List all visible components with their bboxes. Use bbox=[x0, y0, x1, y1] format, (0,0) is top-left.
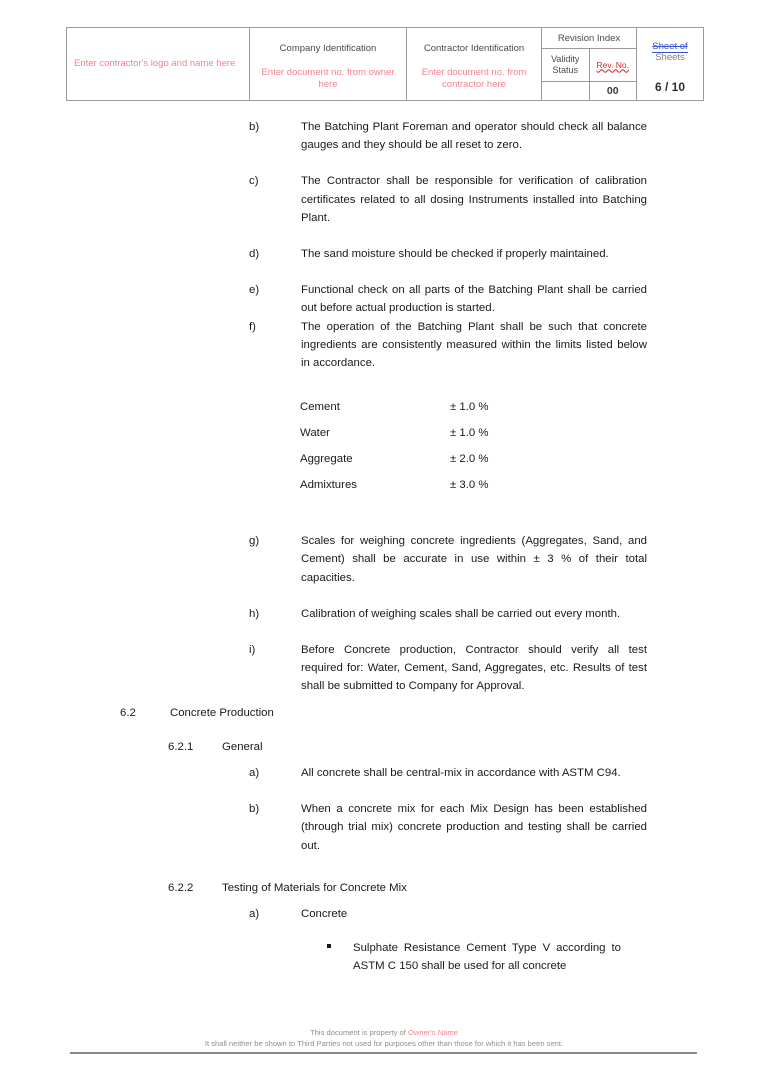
rev-no-label bbox=[589, 48, 636, 81]
validity-status-label: Validity Status bbox=[542, 48, 589, 81]
tolerance-material: Aggregate bbox=[300, 453, 353, 466]
validity-status-value[interactable] bbox=[542, 81, 589, 100]
section-heading-6-2-1 bbox=[168, 738, 768, 756]
list-text: Before Concrete production, Contractor should verify all test required for: Water, Cement, Sand, Aggregates, etc. Results of test shall be submitted to Company for Approval. bbox=[301, 644, 647, 693]
list-item bbox=[0, 281, 768, 317]
footer-line-2: It shall neither be shown to Third Parties not used for purposes other than those for which it has been sent. bbox=[204, 1039, 564, 1048]
list-text: Calibration of weighing scales shall be carried out every month. bbox=[301, 607, 621, 620]
list-text: All concrete shall be central-mix in accordance with ASTM C94. bbox=[301, 767, 621, 780]
document-body bbox=[0, 118, 768, 976]
tolerance-row bbox=[300, 446, 768, 472]
document-header-table bbox=[66, 27, 704, 101]
tolerance-list bbox=[300, 394, 768, 498]
list-marker: g) bbox=[249, 535, 260, 548]
tolerance-material: Cement bbox=[300, 401, 340, 414]
page-footer bbox=[0, 1027, 768, 1049]
revision-index-title: Revision Index bbox=[542, 29, 636, 49]
list-marker: b) bbox=[249, 803, 260, 816]
list-text: The Contractor shall be responsible for verification of calibration certificates related to all dosing Instruments installed into Batching Plant. bbox=[301, 175, 647, 224]
list-marker: a) bbox=[249, 767, 260, 780]
list-marker: f) bbox=[249, 320, 256, 333]
revision-index-table bbox=[542, 29, 636, 100]
section-heading-6-2 bbox=[120, 704, 768, 722]
list-item bbox=[0, 800, 768, 855]
company-document-no-placeholder: Enter document no. from owner here bbox=[261, 66, 395, 90]
tolerance-value: ± 2.0 % bbox=[450, 453, 489, 466]
list-item bbox=[0, 245, 768, 263]
section-number: 6.2.1 bbox=[168, 740, 194, 753]
section-title: General bbox=[222, 740, 263, 753]
tolerance-row bbox=[300, 394, 768, 420]
list-text: Functional check on all parts of the Batching Plant shall be carried out before actual production is started. bbox=[301, 284, 647, 315]
header-cell-sheets bbox=[637, 28, 704, 101]
company-identification-title: Company Identification bbox=[279, 42, 377, 54]
list-marker: e) bbox=[249, 284, 260, 297]
footer-line-1 bbox=[0, 1027, 768, 1038]
rev-no-value[interactable]: 00 bbox=[589, 81, 636, 100]
list-text: The sand moisture should be checked if properly maintained. bbox=[301, 248, 609, 261]
list-marker: a) bbox=[249, 908, 260, 921]
list-item bbox=[0, 118, 768, 154]
footer-property-prefix: This document is property of bbox=[310, 1028, 408, 1037]
list-marker: b) bbox=[249, 121, 260, 133]
list-item bbox=[0, 172, 768, 227]
header-cell-contractor-identification[interactable] bbox=[407, 28, 542, 101]
bullet-item bbox=[0, 939, 768, 975]
list-item bbox=[0, 764, 768, 782]
list-marker: c) bbox=[249, 175, 259, 188]
sheets-value: 6 / 10 bbox=[654, 79, 686, 94]
square-bullet-icon bbox=[327, 939, 353, 957]
list-marker: h) bbox=[249, 607, 260, 620]
bullet-text: Sulphate Resistance Cement Type V according to ASTM C 150 shall be used for all concrete bbox=[353, 942, 621, 973]
section-number: 6.2.2 bbox=[168, 881, 194, 894]
list-item bbox=[0, 532, 768, 587]
contractor-document-no-placeholder: Enter document no. from contractor here bbox=[421, 66, 527, 90]
list-marker: d) bbox=[249, 248, 260, 261]
list-item bbox=[0, 641, 768, 696]
tolerance-material: Water bbox=[300, 427, 330, 440]
sheets-label-struck: Sheet of bbox=[652, 40, 688, 52]
tolerance-value: ± 1.0 % bbox=[450, 401, 489, 414]
footer-owner-name: Owner's Name bbox=[407, 1028, 458, 1037]
header-cell-logo[interactable] bbox=[67, 28, 250, 101]
tolerance-row bbox=[300, 472, 768, 498]
header-cell-revision-index bbox=[542, 28, 637, 101]
tolerance-material: Admixtures bbox=[300, 479, 357, 492]
list-item bbox=[0, 318, 768, 373]
sheets-label bbox=[637, 35, 703, 63]
list-text: Concrete bbox=[301, 908, 348, 921]
list-marker: i) bbox=[249, 644, 256, 657]
section-heading-6-2-2 bbox=[168, 879, 768, 897]
list-item bbox=[0, 905, 768, 923]
tolerance-row bbox=[300, 420, 768, 446]
list-text: When a concrete mix for each Mix Design has been established (through trial mix) concrete production and testing shall be carried out. bbox=[301, 803, 647, 852]
section-title: Testing of Materials for Concrete Mix bbox=[222, 881, 407, 894]
list-text: The Batching Plant Foreman and operator should check all balance gauges and they should be all reset to zero. bbox=[301, 121, 647, 152]
tolerance-value: ± 1.0 % bbox=[450, 427, 489, 440]
tolerance-value: ± 3.0 % bbox=[450, 479, 489, 492]
list-text: Scales for weighing concrete ingredients (Aggregates, Sand, and Cement) shall be accurate in use within ± 3 % of their total capacities. bbox=[301, 535, 647, 584]
section-title: Concrete Production bbox=[170, 706, 274, 719]
section-number: 6.2 bbox=[120, 706, 136, 719]
header-cell-company-identification[interactable] bbox=[250, 28, 407, 101]
contractor-identification-title: Contractor Identification bbox=[423, 42, 525, 54]
footer-divider bbox=[70, 1052, 697, 1054]
contractor-logo-placeholder: Enter contractor's logo and name here bbox=[74, 57, 236, 69]
rev-no-label-text: Rev. No. bbox=[596, 59, 629, 70]
list-item bbox=[0, 605, 768, 623]
list-text: The operation of the Batching Plant shall be such that concrete ingredients are consistently measured within the limits listed below in accordance. bbox=[301, 320, 647, 370]
sheets-label-rest: Sheets bbox=[655, 51, 685, 63]
